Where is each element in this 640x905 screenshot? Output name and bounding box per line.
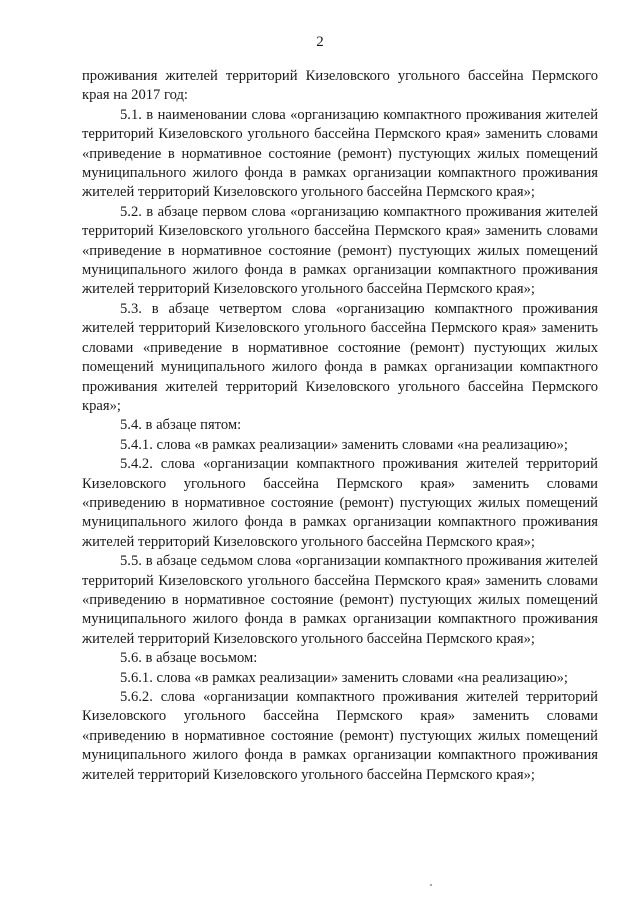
paragraph-5-3: 5.3. в абзаце четвертом слова «организацию компактного проживания жителей территорий Кизеловского угольного бассейна Пермского края» заменить словами «приведение в нормативное состояние (ремонт) пустующих жилых помещений муниципального жилого фонда в рамках организации компактного проживания жителей территорий Кизеловского угольного бассейна Пермского края»; (82, 300, 598, 414)
paragraph-5-4-2: 5.4.2. слова «организации компактного проживания жителей территорий Кизеловского угольного бассейна Пермского края» заменить словами «приведению в нормативное состояние (ремонт) пустующих жилых помещений муниципального жилого фонда в рамках организации компактного проживания жителей территорий Кизеловского угольного бассейна Пермского края»; (82, 456, 598, 550)
paragraph-5-1: 5.1. в наименовании слова «организацию компактного проживания жителей территорий Кизеловского угольного бассейна Пермского края» заменить словами «приведение в нормативное состояние (ремонт) пустующих жилых помещений муниципального жилого фонда в рамках организации компактного проживания жителей территорий Кизеловского угольного бассейна Пермского края»; (82, 106, 598, 201)
scan-speck (430, 884, 432, 886)
paragraph-5-2: 5.2. в абзаце первом слова «организацию компактного проживания жителей территорий Кизеловского угольного бассейна Пермского края» заменить словами «приведение в нормативное состояние (ремонт) пустующих жилых помещений муниципального жилого фонда в рамках организации компактного проживания жителей территорий Кизеловского угольного бассейна Пермского края»; (82, 203, 598, 298)
paragraph-5-4-1: 5.4.1. слова «в рамках реализации» заменить словами «на реализацию»; (120, 436, 568, 453)
paragraph-5-5: 5.5. в абзаце седьмом слова «организации компактного проживания жителей территорий Кизеловского угольного бассейна Пермского края» заменить словами «приведению в нормативное состояние (ремонт) пустующих жилых помещений муниципального жилого фонда в рамках организации компактного проживания жителей территорий Кизеловского угольного бассейна Пермского края»; (82, 553, 598, 647)
paragraph-5-6-1: 5.6.1. слова «в рамках реализации» заменить словами «на реализацию»; (120, 669, 568, 686)
paragraph-5-6: 5.6. в абзаце восьмом: (120, 650, 258, 667)
paragraph-5-4: 5.4. в абзаце пятом: (120, 417, 242, 434)
paragraph-intro: проживания жителей территорий Кизеловского угольного бассейна Пермского края на 2017 год: (82, 68, 598, 104)
paragraph-5-6-2: 5.6.2. слова «организации компактного проживания жителей территорий Кизеловского угольного бассейна Пермского края» заменить словами «приведению в нормативное состояние (ремонт) пустующих жилых помещений муниципального жилого фонда в рамках организации компактного проживания жителей территорий Кизеловского угольного бассейна Пермского края»; (82, 689, 598, 783)
page-number: 2 (316, 34, 324, 50)
document-body (82, 67, 598, 785)
